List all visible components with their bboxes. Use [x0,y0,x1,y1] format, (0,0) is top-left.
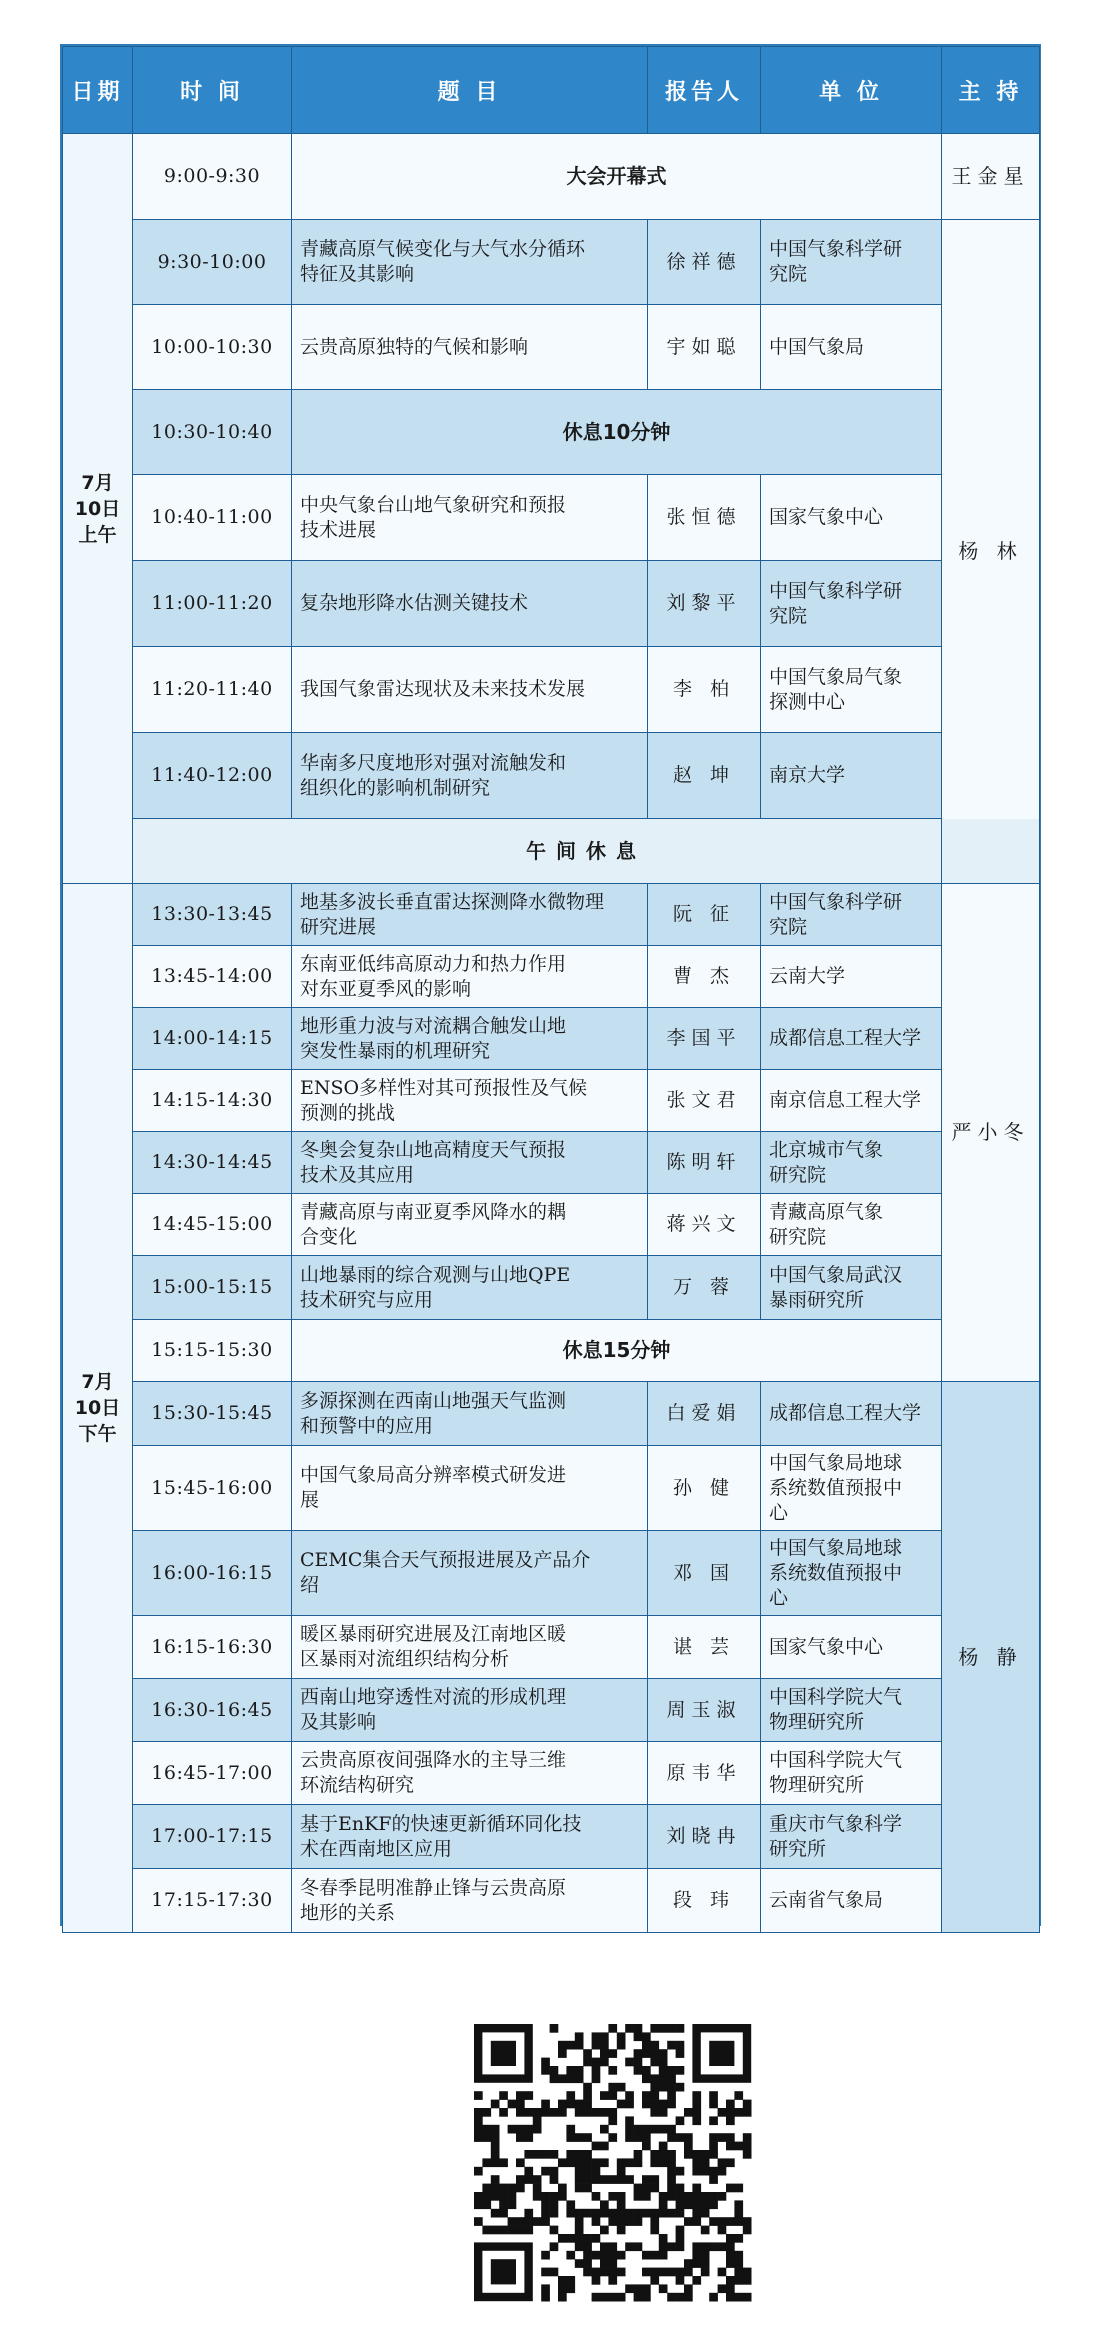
talk-row [63,946,1040,1008]
topic-cell-line: 暖区暴雨研究进展及江南地区暖 [300,1623,567,1645]
unit-cell-line: 系统数值预报中 [769,1476,903,1499]
header-unit: 单 位 [761,47,942,134]
topic-cell-line: CEMC集合天气预报进展及产品介 [300,1549,591,1571]
date-cell-morning-line: 上午 [78,523,117,546]
topic-cell-line: 预测的挑战 [300,1101,396,1124]
date-cell-afternoon-line: 7月 [81,1371,114,1393]
time-cell: 14:30-14:45 [133,1132,292,1194]
unit-cell [761,884,942,946]
topic-cell-line: 技术及其应用 [300,1163,415,1186]
date-cell-morning [63,134,133,884]
time-cell: 11:00-11:20 [133,561,292,647]
unit-cell [761,561,942,647]
unit-cell-line: 究院 [769,604,808,627]
date-cell-afternoon-line: 10日 [74,1397,121,1419]
topic-cell [292,1382,648,1446]
unit-cell-line: 究院 [769,263,808,285]
time-cell: 17:00-17:15 [133,1805,292,1869]
speaker-cell: 李 柏 [648,647,761,733]
speaker-cell: 白爱娟 [648,1382,761,1446]
speaker-cell: 曹 杰 [648,946,761,1008]
topic-cell [292,475,648,561]
topic-cell [292,1008,648,1070]
time-cell: 16:45-17:00 [133,1742,292,1805]
topic-cell-line: 中国气象局高分辨率模式研发进 [300,1464,567,1486]
unit-cell [761,1382,942,1446]
talk-row [63,1869,1040,1933]
time-cell: 17:15-17:30 [133,1869,292,1933]
talk-row [63,647,1040,733]
unit-cell-line: 研究所 [769,1837,827,1860]
topic-cell [292,1194,648,1256]
topic-cell-line: 东南亚低纬高原动力和热力作用 [300,952,567,975]
unit-cell-line: 究院 [769,915,808,938]
topic-cell-line: 地形重力波与对流耦合触发山地 [300,1014,567,1037]
schedule-table [62,46,1040,1933]
unit-cell-line: 云南大学 [769,965,846,987]
unit-cell-line: 暴雨研究所 [769,1288,865,1311]
unit-cell-line: 北京城市气象 [769,1138,884,1161]
topic-cell-line: 基于EnKF的快速更新循环同化技 [300,1812,582,1835]
topic-cell-line: 青藏高原气候变化与大气水分循环 [300,238,586,260]
time-cell: 16:30-16:45 [133,1679,292,1742]
unit-cell-line: 中国气象科学研 [769,579,903,602]
topic-cell-line: 特征及其影响 [300,263,415,285]
header-time: 时 间 [133,47,292,134]
topic-cell-line: 突发性暴雨的机理研究 [300,1039,491,1062]
break-title: 休息15分钟 [292,1320,942,1382]
speaker-cell: 孙 健 [648,1446,761,1531]
time-cell: 15:15-15:30 [133,1320,292,1382]
topic-cell-line: 合变化 [300,1225,358,1248]
time-cell: 15:30-15:45 [133,1382,292,1446]
topic-cell-line: 研究进展 [300,915,377,938]
topic-cell-line: 地形的关系 [300,1901,396,1924]
topic-cell [292,946,648,1008]
topic-cell-line: 西南山地穿透性对流的形成机理 [300,1686,567,1708]
opening-title: 大会开幕式 [292,134,942,220]
topic-cell [292,1805,648,1869]
unit-cell [761,1008,942,1070]
topic-cell-line: 复杂地形降水估测关键技术 [300,592,529,614]
unit-cell-line: 中国气象局地球 [769,1451,903,1474]
unit-cell-line: 中国科学院大气 [769,1686,903,1708]
speaker-cell: 段 玮 [648,1869,761,1933]
header-speaker: 报告人 [648,47,761,134]
speaker-cell: 张恒德 [648,475,761,561]
topic-cell-line: 区暴雨对流组织结构分析 [300,1648,510,1670]
topic-cell-line: 绍 [300,1574,320,1596]
speaker-cell: 刘晓冉 [648,1805,761,1869]
unit-cell-line: 国家气象中心 [769,506,884,528]
unit-cell [761,1805,942,1869]
break-row [63,390,1040,475]
topic-cell-line: 术在西南地区应用 [300,1837,453,1860]
unit-cell [761,305,942,390]
talk-row [63,1008,1040,1070]
time-cell: 11:40-12:00 [133,733,292,819]
host-cell-morning: 杨 林 [942,220,1040,884]
header-row [63,47,1040,134]
date-cell-morning-line: 7月 [81,471,114,494]
time-cell: 9:00-9:30 [133,134,292,220]
unit-cell [761,1070,942,1132]
date-cell-afternoon [63,884,133,1933]
talk-row [63,1616,1040,1679]
unit-cell-line: 中国气象局地球 [769,1536,903,1559]
time-cell: 15:45-16:00 [133,1446,292,1531]
speaker-cell: 阮 征 [648,884,761,946]
schedule-sheet [60,44,1041,1926]
speaker-cell: 谌 芸 [648,1616,761,1679]
unit-cell-line: 物理研究所 [769,1711,865,1733]
date-cell-morning-line: 10日 [74,497,121,520]
speaker-cell: 李国平 [648,1008,761,1070]
time-cell: 13:45-14:00 [133,946,292,1008]
time-cell: 15:00-15:15 [133,1256,292,1320]
unit-cell-line: 中国气象科学研 [769,890,903,913]
topic-cell-line: 多源探测在西南山地强天气监测 [300,1389,567,1412]
time-cell: 16:00-16:15 [133,1531,292,1616]
unit-cell-line: 研究院 [769,1163,827,1186]
unit-cell-line: 成都信息工程大学 [769,1027,922,1049]
break-title: 休息10分钟 [292,390,942,475]
unit-cell-line: 中国气象科学研 [769,238,903,260]
topic-cell-line: 冬春季昆明准静止锋与云贵高原 [300,1876,567,1899]
topic-cell-line: 技术进展 [300,518,377,541]
speaker-cell: 原韦华 [648,1742,761,1805]
host-cell-afternoon-2: 杨 静 [942,1382,1040,1933]
topic-cell-line: ENSO多样性对其可预报性及气候 [300,1076,588,1099]
topic-cell-line: 展 [300,1489,320,1511]
topic-cell-line: 中央气象台山地气象研究和预报 [300,493,567,516]
qr-pattern [466,2004,760,2346]
unit-cell [761,1679,942,1742]
time-cell: 14:15-14:30 [133,1070,292,1132]
talk-row [63,220,1040,305]
unit-cell [761,475,942,561]
noon-break-cell: 午间休息 [133,819,1040,884]
time-cell: 16:15-16:30 [133,1616,292,1679]
topic-cell [292,647,648,733]
talk-row [63,1742,1040,1805]
talk-row [63,1382,1040,1446]
time-cell: 14:00-14:15 [133,1008,292,1070]
topic-cell [292,1869,648,1933]
topic-cell-line: 地基多波长垂直雷达探测降水微物理 [300,890,605,913]
topic-cell [292,1531,648,1616]
unit-cell [761,1194,942,1256]
header-topic: 题 目 [292,47,648,134]
unit-cell-line: 中国气象局 [769,335,865,358]
date-cell-afternoon-line: 下午 [78,1423,117,1445]
unit-cell-line: 心 [769,1586,789,1609]
topic-cell [292,1616,648,1679]
talk-row [63,1070,1040,1132]
talk-row [63,1805,1040,1869]
unit-cell [761,946,942,1008]
topic-cell [292,1742,648,1805]
unit-cell-line: 中国科学院大气 [769,1749,903,1771]
host-cell: 王金星 [942,134,1040,220]
time-cell: 14:45-15:00 [133,1194,292,1256]
unit-cell-line: 云南省气象局 [769,1889,884,1911]
talk-row [63,1446,1040,1531]
topic-cell-line: 对东亚夏季风的影响 [300,977,472,1000]
unit-cell [761,1531,942,1616]
speaker-cell: 宇如聪 [648,305,761,390]
topic-cell [292,1132,648,1194]
unit-cell-line: 南京大学 [769,764,846,786]
topic-cell-line: 和预警中的应用 [300,1414,434,1437]
topic-cell [292,733,648,819]
topic-cell-line: 环流结构研究 [300,1774,415,1796]
talk-row [63,733,1040,819]
talk-row [63,1679,1040,1742]
talk-row [63,884,1040,946]
time-cell: 13:30-13:45 [133,884,292,946]
talk-row [63,1531,1040,1616]
topic-cell [292,1446,648,1531]
topic-cell [292,561,648,647]
unit-cell [761,1616,942,1679]
talk-row [63,1256,1040,1320]
unit-cell-line: 系统数值预报中 [769,1561,903,1584]
unit-cell [761,1256,942,1320]
talk-row [63,475,1040,561]
time-cell: 9:30-10:00 [133,220,292,305]
time-cell: 10:40-11:00 [133,475,292,561]
unit-cell-line: 中国气象局气象 [769,665,903,688]
topic-cell [292,305,648,390]
speaker-cell: 赵 坤 [648,733,761,819]
speaker-cell: 陈明轩 [648,1132,761,1194]
header-host: 主 持 [942,47,1040,134]
unit-cell [761,220,942,305]
speaker-cell: 徐祥德 [648,220,761,305]
unit-cell [761,733,942,819]
unit-cell-line: 青藏高原气象 [769,1200,884,1223]
noon-break-row [63,819,1040,884]
unit-cell-line: 研究院 [769,1225,827,1248]
topic-cell [292,1679,648,1742]
unit-cell-line: 心 [769,1501,789,1524]
speaker-cell: 邓 国 [648,1531,761,1616]
topic-cell-line: 我国气象雷达现状及未来技术发展 [300,678,586,700]
speaker-cell: 张文君 [648,1070,761,1132]
unit-cell [761,1869,942,1933]
unit-cell [761,647,942,733]
unit-cell-line: 探测中心 [769,690,846,713]
unit-cell [761,1132,942,1194]
unit-cell-line: 南京信息工程大学 [769,1089,922,1111]
topic-cell-line: 冬奥会复杂山地高精度天气预报 [300,1138,567,1161]
time-cell: 10:00-10:30 [133,305,292,390]
speaker-cell: 刘黎平 [648,561,761,647]
topic-cell-line: 青藏高原与南亚夏季风降水的耦 [300,1200,567,1223]
topic-cell-line: 华南多尺度地形对强对流触发和 [300,751,567,774]
opening-row [63,134,1040,220]
unit-cell-line: 中国气象局武汉 [769,1263,903,1286]
topic-cell-line: 组织化的影响机制研究 [300,776,491,799]
break-row [63,1320,1040,1382]
talk-row [63,561,1040,647]
unit-cell [761,1742,942,1805]
talk-row [63,1194,1040,1256]
unit-cell-line: 成都信息工程大学 [769,1402,922,1424]
topic-cell-line: 及其影响 [300,1711,377,1733]
header-date: 日期 [63,47,133,134]
topic-cell-line: 云贵高原独特的气候和影响 [300,335,529,358]
unit-cell-line: 重庆市气象科学 [769,1812,903,1835]
speaker-cell: 周玉淑 [648,1679,761,1742]
speaker-cell: 万 蓉 [648,1256,761,1320]
time-cell: 11:20-11:40 [133,647,292,733]
topic-cell [292,220,648,305]
unit-cell-line: 国家气象中心 [769,1635,884,1658]
speaker-cell: 蒋兴文 [648,1194,761,1256]
talk-row [63,1132,1040,1194]
time-cell: 10:30-10:40 [133,390,292,475]
topic-cell-line: 云贵高原夜间强降水的主导三维 [300,1749,567,1771]
topic-cell [292,1070,648,1132]
talk-row [63,305,1040,390]
host-cell-afternoon-1: 严小冬 [942,884,1040,1382]
topic-cell [292,884,648,946]
unit-cell-line: 物理研究所 [769,1774,865,1796]
topic-cell-line: 山地暴雨的综合观测与山地QPE [300,1263,571,1286]
topic-cell-line: 技术研究与应用 [300,1288,434,1311]
qr-code [466,2004,760,2346]
unit-cell [761,1446,942,1531]
topic-cell [292,1256,648,1320]
